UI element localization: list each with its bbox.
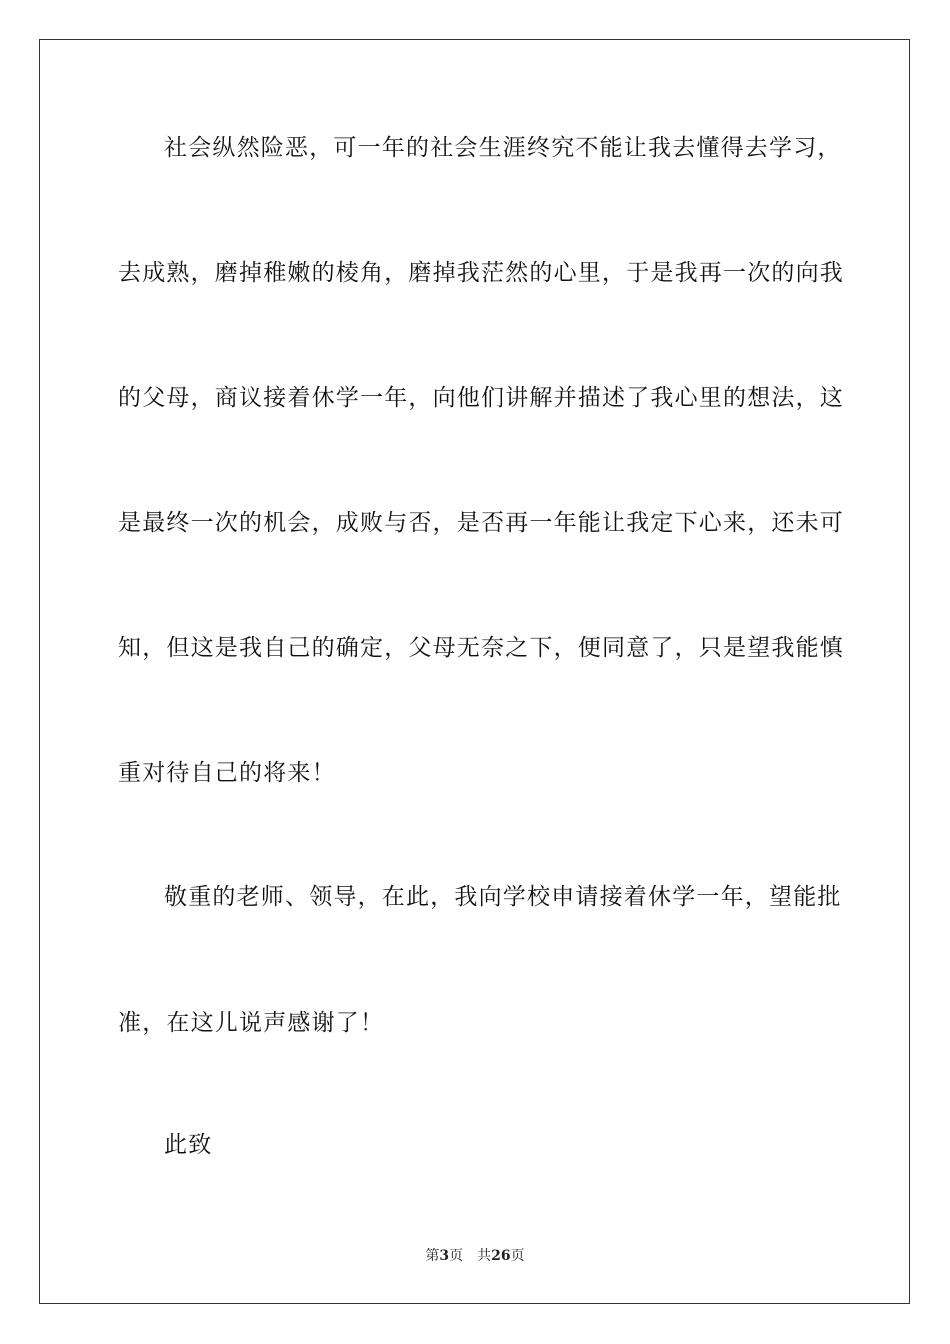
total-prefix: 共 bbox=[477, 1248, 492, 1264]
paragraph-line: 去成熟，磨掉稚嫩的棱角，磨掉我茫然的心里，于是我再一次的向我 bbox=[118, 260, 844, 286]
page-border bbox=[39, 39, 910, 1304]
paragraph-line: 知，但这是我自己的确定，父母无奈之下，便同意了，只是望我能慎 bbox=[118, 635, 844, 661]
paragraph-line: 重对待自己的将来！ bbox=[118, 760, 336, 786]
paragraph-line: 准，在这儿说声感谢了！ bbox=[118, 1010, 385, 1036]
paragraph-line: 敬重的老师、领导，在此，我向学校申请接着休学一年，望能批 bbox=[164, 884, 842, 910]
paragraph-line: 社会纵然险恶，可一年的社会生涯终究不能让我去懂得去学习， bbox=[164, 135, 842, 161]
total-suffix: 页 bbox=[510, 1248, 525, 1264]
page-prefix: 第 bbox=[425, 1248, 440, 1264]
paragraph-line: 是最终一次的机会，成败与否，是否再一年能让我定下心来，还未可 bbox=[118, 510, 844, 536]
total-pages: 26 bbox=[491, 1248, 511, 1264]
closing-line: 此致 bbox=[164, 1132, 213, 1158]
page-number: 3 bbox=[439, 1248, 450, 1264]
paragraph-line: 的父母，商议接着休学一年，向他们讲解并描述了我心里的想法，这 bbox=[118, 385, 844, 411]
page-suffix: 页 bbox=[449, 1248, 464, 1264]
page-footer bbox=[0, 1247, 950, 1265]
